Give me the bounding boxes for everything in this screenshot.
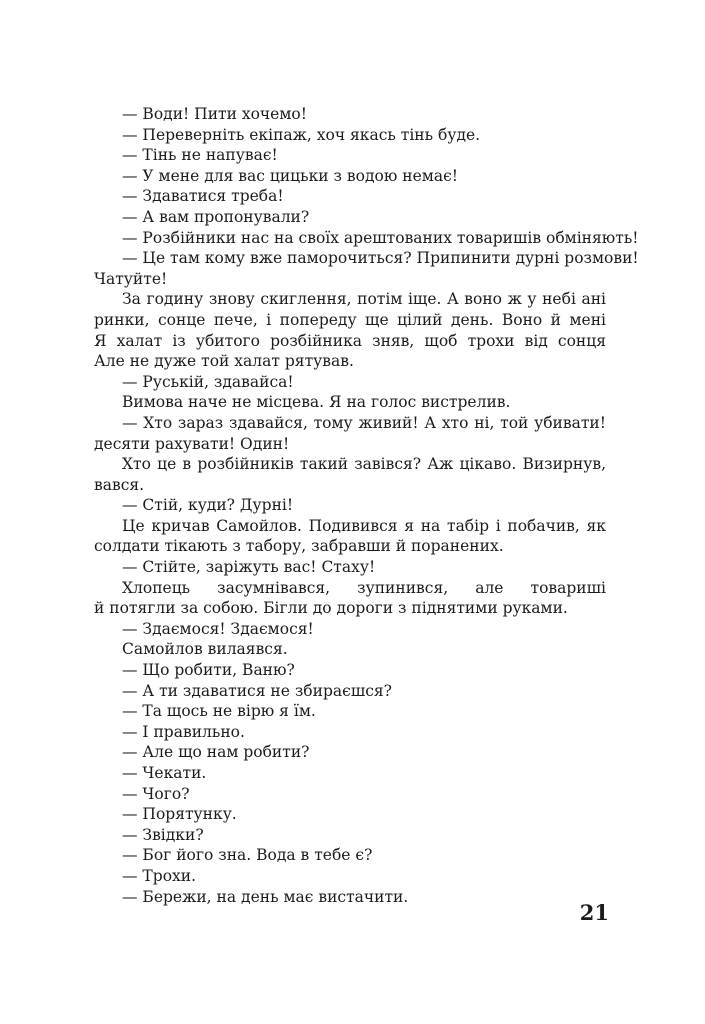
text-line: — Трохи.: [122, 866, 197, 885]
text-line: — У мене для вас цицьки з водою немає!: [122, 166, 458, 185]
text-line: — Чого?: [122, 784, 190, 803]
text-line: — Та щось не вірю я їм.: [122, 702, 316, 721]
text-line: — І правильно.: [122, 722, 245, 741]
text-line: — Бережи, на день має вистачити.: [122, 887, 409, 906]
text-line: — Це там кому вже паморочиться? Припинити дурні розмови!: [122, 249, 639, 268]
text-line: — Стійте, заріжуть вас! Стаху!: [122, 558, 376, 577]
text-line: — Здаємося! Здаємося!: [122, 619, 314, 638]
text-line: — Стій, куди? Дурні!: [122, 496, 294, 515]
text-line: Самойлов вилаявся.: [122, 640, 288, 659]
text-line: — Хто зараз здавайся, тому живий! А хто ні, той убивати!: [122, 413, 606, 432]
text-line: — Що робити, Ваню?: [122, 661, 295, 680]
text-line: — Бог його зна. Вода в тебе є?: [122, 846, 373, 865]
text-line: Хто це в розбійників такий завівся? Аж цікаво. Визирнув,: [122, 455, 606, 474]
text-line: солдати тікають з табору, забравши й поранених.: [94, 537, 504, 556]
text-line: Вимова наче не місцева. Я на голос вистрелив.: [122, 393, 511, 412]
text-line: Я халат із убитого розбійника зняв, щоб трохи від сонця: [94, 331, 606, 350]
text-line: — Чекати.: [122, 764, 207, 782]
text-line: За годину знову скиглення, потім іще. А воно ж у небі ані: [122, 290, 606, 309]
text-line: — Тінь не напуває!: [122, 146, 278, 165]
text-line: Чатуйте!: [94, 269, 168, 288]
text-line: Але не дуже той халат рятував.: [94, 352, 354, 371]
text-line: — Розбійники нас на своїх арештованих товаришів обміняють!: [122, 228, 639, 247]
text-line: — Звідки?: [122, 825, 204, 844]
text-line: — Руській, здавайса!: [122, 372, 294, 391]
text-line: — Здаватися треба!: [122, 187, 284, 206]
text-line: — Порятунку.: [122, 805, 237, 824]
text-line: — А вам пропонували?: [122, 207, 310, 226]
text-line: Хлопець засумнівався, зупинився, але товариші: [122, 578, 606, 597]
text-line: десяти рахувати! Один!: [94, 434, 290, 453]
text-line: вався.: [94, 475, 145, 494]
page-number: 21: [579, 900, 609, 925]
text-line: — А ти здаватися не збираєшся?: [122, 681, 392, 700]
text-line: й потягли за собою. Бігли до дороги з піднятими руками.: [94, 599, 568, 618]
body-text: [94, 104, 639, 907]
text-line: — Але що нам робити?: [122, 743, 310, 762]
text-line: Це кричав Самойлов. Подивився я на табір і побачив, як: [122, 516, 606, 535]
text-line: ринки, сонце пече, і попереду ще цілий день. Воно й мені: [94, 310, 606, 329]
text-line: — Переверніть екіпаж, хоч якась тінь буде.: [122, 125, 481, 144]
text-line: — Води! Пити хочемо!: [122, 105, 307, 123]
